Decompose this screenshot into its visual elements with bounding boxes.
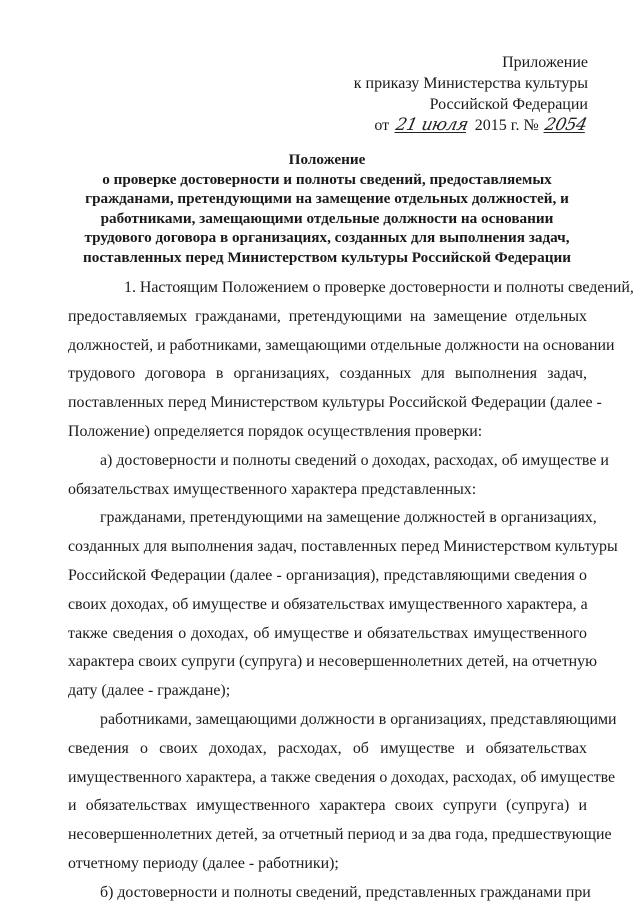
title-line: о проверке достоверности и полноты сведений, предоставляемых (102, 170, 552, 188)
title-line: Положение (288, 151, 366, 168)
body-line: трудового договора в организациях, созданных для выполнения задач, (68, 365, 587, 383)
body-line: Российской Федерации (далее - организация), представляющими сведения о (68, 566, 587, 584)
title-line: поставленных перед Министерством культуры Российской Федерации (83, 248, 571, 266)
title-line: гражданами, претендующими на замещение отдельных должностей, и (85, 190, 569, 208)
body-line: и обязательствах имущественного характера своих супруги (супруга) и (68, 797, 587, 815)
body-line: обязательствах имущественного характера представленных: (68, 480, 477, 498)
date-year: 2015 г. № (474, 117, 539, 134)
appendix-federation: Российской Федерации (429, 96, 588, 113)
date-prefix: от (374, 117, 390, 134)
body-line: несовершеннолетних детей, за отчетный период и за два года, предшествующие (68, 826, 612, 844)
appendix-date-line (354, 115, 588, 136)
body-line: Положение) определяется порядок осуществления проверки: (68, 422, 483, 440)
body-line: созданных для выполнения задач, поставленных перед Министерством культуры (68, 538, 618, 556)
body-line: имущественного характера, а также сведения о доходах, расходах, об имуществе (68, 768, 616, 786)
title-line: трудового договора в организациях, созданных для выполнения задач, (84, 229, 570, 247)
body-line: предоставляемых гражданами, претендующими на замещение отдельных (68, 307, 587, 325)
body-line: 1. Настоящим Положением о проверке достоверности и полноты сведений, (124, 279, 634, 296)
body-line: работниками, замещающими должности в организациях, представляющими (100, 710, 617, 728)
body-line: должностей, и работниками, замещающими отдельные должности на основании (68, 336, 615, 354)
appendix-order-ref: к приказу Министерства культуры (353, 75, 588, 92)
body-line: поставленных перед Министерством культуры Российской Федерации (далее - (68, 394, 602, 412)
title-line: работниками, замещающими отдельные должности на основании (100, 209, 554, 227)
body-line: отчетному периоду (далее - работники); (68, 854, 339, 872)
appendix-label: Приложение (502, 54, 588, 71)
body-line: дату (далее - граждане); (68, 682, 231, 700)
body-line: а) достоверности и полноты сведений о доходах, расходах, об имуществе и (100, 451, 609, 469)
body-line: сведения о своих доходах, расходах, об имуществе и обязательствах (68, 739, 587, 757)
handwritten-number: 2054 (542, 115, 589, 135)
body-line: гражданами, претендующими на замещение должностей в организациях, (100, 509, 597, 527)
body-line: также сведения о доходах, об имуществе и обязательствах имущественного (68, 624, 587, 642)
document-title (68, 150, 586, 268)
body-line: б) достоверности и полноты сведений, представленных гражданами при (100, 883, 591, 901)
handwritten-date: 21 июля (394, 115, 470, 135)
body-line: своих доходах, об имуществе и обязательствах имущественного характера, а (68, 595, 588, 613)
appendix-header (354, 52, 588, 136)
document-body (68, 274, 634, 908)
body-line: характера своих супруги (супруга) и несовершеннолетних детей, на отчетную (68, 653, 597, 671)
